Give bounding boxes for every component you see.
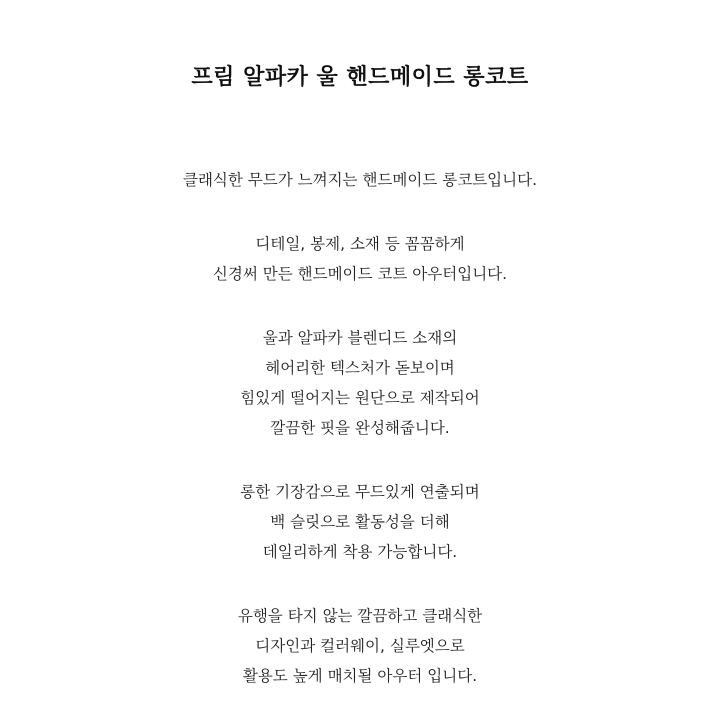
description-paragraph-4 <box>0 477 720 567</box>
product-title: 프림 알파카 울 핸드메이드 롱코트 <box>191 65 529 90</box>
description-line: 디자인과 컬러웨이, 실루엣으로 <box>255 637 465 655</box>
description-line: 헤어리한 텍스처가 돋보이며 <box>265 359 455 377</box>
description-line: 울과 알파카 블렌디드 소재의 <box>262 329 458 347</box>
description-line: 클래식한 무드가 느껴지는 핸드메이드 롱코트입니다. <box>182 171 538 189</box>
description-line: 데일리하게 착용 가능합니다. <box>262 543 458 561</box>
description-line: 힘있게 떨어지는 원단으로 제작되어 <box>240 389 480 407</box>
description-paragraph-3 <box>0 323 720 443</box>
description-line: 깔끔한 핏을 완성해줍니다. <box>270 419 450 437</box>
description-line: 롱한 기장감으로 무드있게 연출되며 <box>240 483 480 501</box>
description-paragraph-2 <box>0 229 720 289</box>
description-paragraph-1 <box>0 165 720 195</box>
description-line: 활용도 높게 매치될 아우터 입니다. <box>242 667 478 685</box>
description-line: 디테일, 봉제, 소재 등 꼼꼼하게 <box>255 235 465 253</box>
product-description <box>0 165 720 725</box>
description-line: 신경써 만든 핸드메이드 코트 아우터입니다. <box>212 265 508 283</box>
description-line: 유행을 타지 않는 깔끔하고 클래식한 <box>237 607 483 625</box>
description-line: 백 슬릿으로 활동성을 더해 <box>270 513 450 531</box>
description-paragraph-5 <box>0 601 720 691</box>
